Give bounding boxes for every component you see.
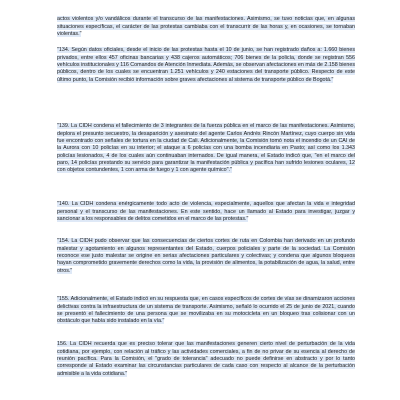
paragraph-text: "155. Adicionalmente, el Estado indicó en su respuesta que, en casos específicos de cortes de vías se dinamizaron acciones delictivas contra la infraestructura de un sistema de transporte. Asimismo, señaló lo ocurrido el 25 de junio de 2021, cuando se presentó el fallecimiento de una persona que se movilizaba en su motocicleta en un bloqueo tras colisionar con un obstáculo que había sido instalado en la vía." [57,296,355,325]
paragraph-text: "134. Según datos oficiales, desde el inicio de las protestas hasta el 10 de junio, se han registrado daños a: 1.660 bienes privados, entre ellos 457 oficinas bancarias y 438 cajeros automáticos; 706 bienes de la policía, donde se registran 556 vehículos institucionales y 116 Comandos de Atención Inmediata. Además, se observan afectaciones en más de 2.158 bienes públicos, dentro de los cuales se encuentran 1.251 vehículos y 240 estaciones del transporte público. Respecto de este último punto, la Comisión recibió información sobre graves afectaciones al sistema de transporte público de Bogotá." [57,47,355,83]
paragraph-text: "154. La CIDH pudo observar que las consecuencias de ciertos cortes de ruta en Colombia han derivado en un profundo malestar y agotamiento en algunos representantes del Estado, cuerpos policiales y parte de la sociedad. La Comisión reconoce ese justo malestar se origine en serias afectaciones particulares y colectivas; y condena que algunos bloqueos hayan comprometido gravemente derechos como la vida, la provisión de alimentos, la potabilización de agua, la salud, entre otros." [57,238,355,274]
paragraph-text: "140. La CIDH condena enérgicamente todo acto de violencia, especialmente, aquellos que afectan la vida e integridad personal y el transcurso de las manifestaciones. En este sentido, hace un llamado al Estado para investigar, juzgar y sancionar a los responsables de delitos cometidos en el marco de las protestas." [57,201,355,222]
paragraph-156 [56,341,356,377]
paragraph-139 [56,123,356,174]
paragraph-text: actos violentos y/o vandálicos durante el transcurso de las manifestaciones. Asimismo, se tuvo noticias que, en algunas situaciones específicas, el carácter de las protestas cambiaba con el transcurrir de las horas y, en ocasiones, se tornaban violentas." [57,16,355,37]
paragraph-134 [56,47,356,83]
paragraph-155 [56,296,356,325]
paragraph-154 [56,238,356,274]
paragraph-text: "139. La CIDH condena el fallecimiento de 3 integrantes de la fuerza pública en el marco de las manifestaciones. Asimismo, deplora el presunto secuestro, la desaparición y asesinato del agente Carlos Andrés Rincón Martínez, cuyo cuerpo sin vida fue encontrado con señales de tortura en la ciudad de Cali. Adicionalmente, la Comisión tomó nota el incendio de un CAI de la Aurora con 10 policías en su interior; el ataque a 6 policías con una bomba incendiaria en Pasto; así como los 1.343 policías lesionados, 4 de los cuales aún continuaban internados. De igual manera, el Estado indicó que, "en el marco del paro, 14 policías prestando su servicio para garantizar la manifestación pública y pacífica han sufrido lesiones oculares, 12 con objetos contundentes, 1 con arma de fuego y 1 con agente químico"." [57,123,355,174]
paragraph-intro-continuation [56,16,356,38]
paragraph-text: 156. La CIDH recuerda que es preciso tolerar que las manifestaciones generen cierto nivel de perturbación de la vida cotidiana, por ejemplo, con relación al tráfico y las actividades comerciales, a fin de no privar de su esencia al derecho de reunión pacífica. Para la Comisión, el "grado de tolerancia" adecuado no puede definirse en abstracto y por lo tanto corresponde al Estado examinar las circunstancias particulares de cada caso con respecto al alcance de la perturbación admisible a la vida cotidiana." [57,341,355,377]
paragraph-140 [56,201,356,223]
